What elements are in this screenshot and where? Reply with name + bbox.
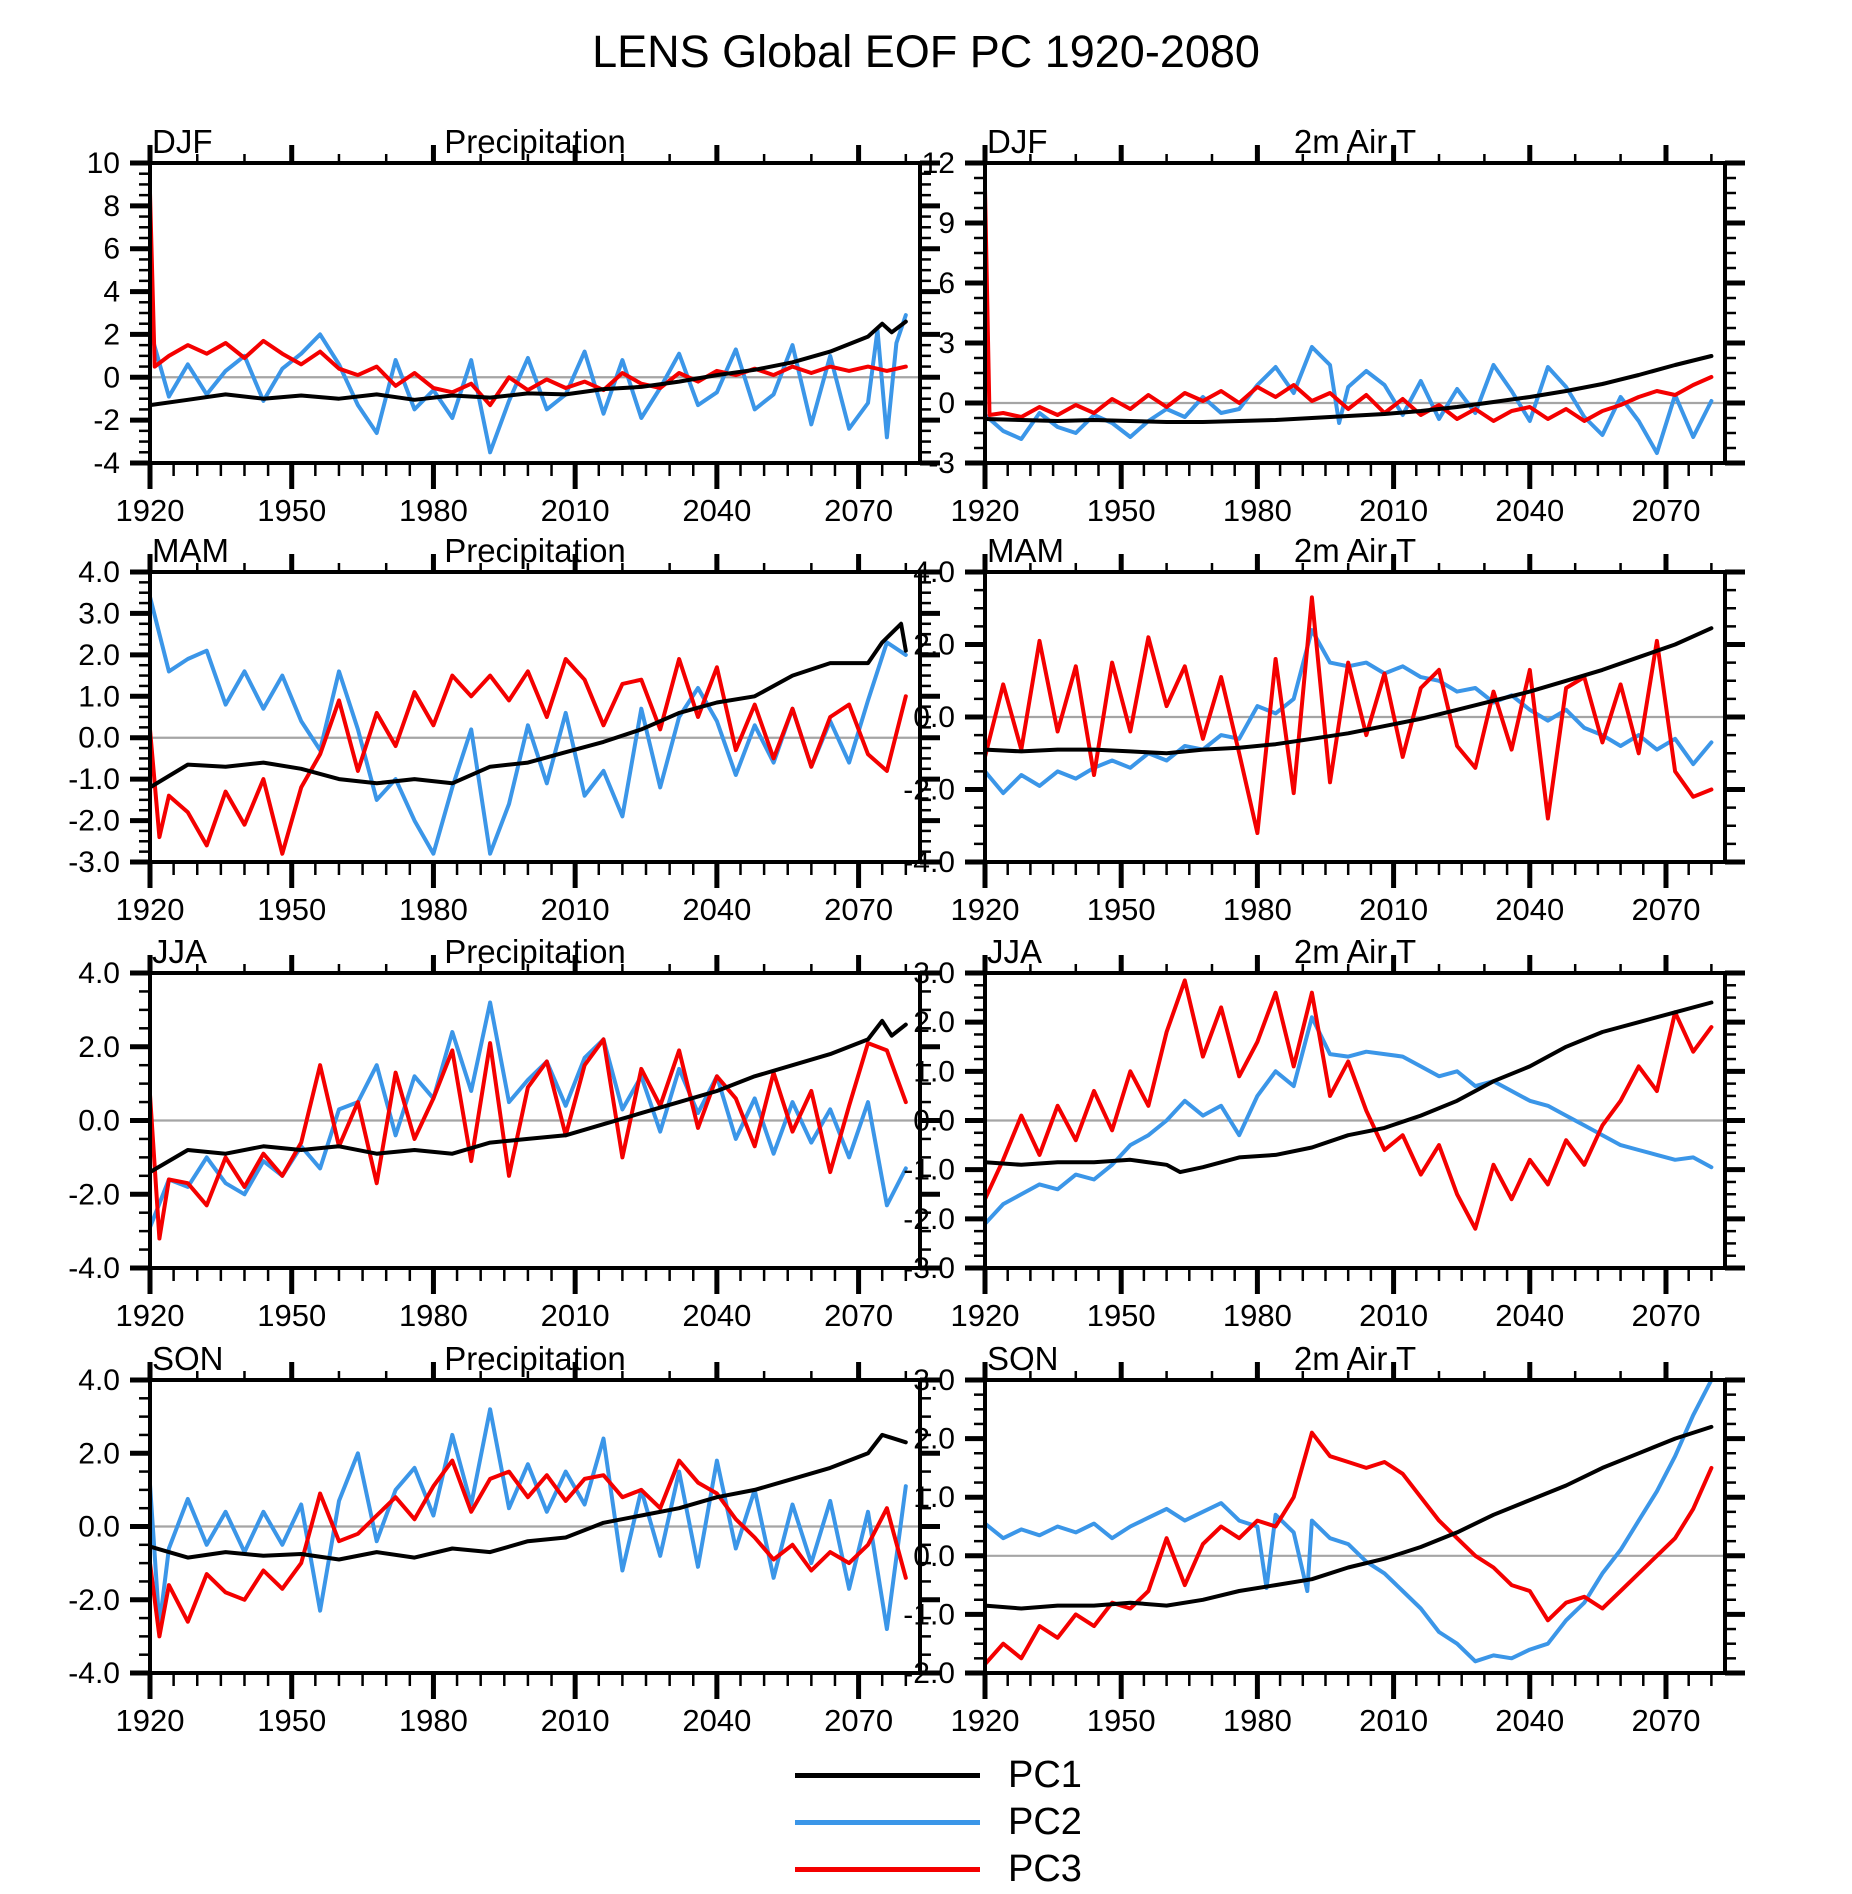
y-tick-label: 0.0 bbox=[913, 1539, 955, 1573]
y-tick-label: 2.0 bbox=[78, 638, 120, 672]
panel-title-djf-precip: Precipitation bbox=[444, 123, 626, 160]
x-tick-label: 2040 bbox=[682, 493, 752, 528]
y-tick-label: -2.0 bbox=[68, 804, 120, 838]
y-tick-label: -2.0 bbox=[68, 1178, 120, 1212]
x-tick-label: 1980 bbox=[1222, 493, 1292, 528]
x-tick-label: 2010 bbox=[540, 493, 610, 528]
y-tick-label: -3 bbox=[928, 447, 955, 480]
y-tick-label: 4.0 bbox=[78, 957, 120, 990]
x-tick-label: 2070 bbox=[1631, 892, 1701, 927]
y-tick-label: 8 bbox=[103, 189, 120, 223]
series-group bbox=[150, 193, 906, 452]
x-tick-label: 2040 bbox=[682, 1703, 752, 1738]
axis-ticks bbox=[965, 554, 1745, 888]
y-tick-label: -2.0 bbox=[903, 773, 955, 807]
panel-mam-air-t bbox=[860, 502, 1790, 932]
y-tick-label: -2.0 bbox=[68, 1583, 120, 1617]
series-group bbox=[150, 597, 906, 854]
x-tick-label: 1980 bbox=[398, 1703, 468, 1738]
series-pc3 bbox=[150, 659, 906, 854]
panel-title-djf-airt: 2m Air T bbox=[1293, 123, 1417, 160]
season-label-jja-precip: JJA bbox=[152, 933, 208, 970]
y-tick-label: 6 bbox=[103, 232, 120, 266]
y-tick-label: -4.0 bbox=[68, 1657, 120, 1690]
y-tick-label: -4.0 bbox=[68, 1252, 120, 1285]
y-tick-label: -1.0 bbox=[903, 1153, 955, 1187]
legend-label-pc2: PC2 bbox=[1008, 1801, 1082, 1843]
y-tick-label: 3.0 bbox=[78, 597, 120, 631]
x-tick-label: 1980 bbox=[398, 1298, 468, 1333]
y-tick-label: -2 bbox=[93, 404, 120, 438]
x-tick-label: 2040 bbox=[682, 892, 752, 927]
x-tick-label: 1950 bbox=[257, 493, 327, 528]
plot-frame bbox=[150, 572, 920, 862]
x-tick-label: 2010 bbox=[1359, 1703, 1429, 1738]
x-tick-label: 2070 bbox=[1631, 493, 1701, 528]
x-tick-label: 2010 bbox=[540, 1298, 610, 1333]
figure-title: LENS Global EOF PC 1920-2080 bbox=[592, 26, 1260, 77]
series-pc2 bbox=[985, 347, 1711, 453]
legend-label-pc1: PC1 bbox=[1008, 1754, 1082, 1796]
x-tick-label: 2040 bbox=[1495, 1703, 1565, 1738]
y-tick-label: 0.0 bbox=[913, 701, 955, 734]
legend-item-pc1 bbox=[795, 1752, 1082, 1799]
axis-ticks bbox=[965, 145, 1745, 489]
season-label-djf-precip: DJF bbox=[152, 123, 213, 160]
y-tick-label: 1.0 bbox=[913, 1481, 955, 1515]
x-tick-label: 1920 bbox=[115, 1298, 185, 1333]
x-tick-label: 2070 bbox=[824, 1703, 894, 1738]
x-tick-label: 2070 bbox=[824, 892, 894, 927]
series-pc2 bbox=[985, 1380, 1711, 1661]
x-tick-label: 1950 bbox=[257, 1703, 327, 1738]
season-label-son-airt: SON bbox=[987, 1340, 1059, 1377]
y-tick-label: 2.0 bbox=[913, 1422, 955, 1456]
season-label-jja-airt: JJA bbox=[987, 933, 1043, 970]
y-tick-label: 0 bbox=[103, 361, 120, 395]
y-tick-label: 4.0 bbox=[913, 556, 955, 589]
panel-title-jja-airt: 2m Air T bbox=[1293, 933, 1417, 970]
x-tick-label: 1950 bbox=[1086, 1298, 1156, 1333]
y-tick-label: -4 bbox=[93, 447, 120, 480]
x-tick-label: 1950 bbox=[257, 892, 327, 927]
y-tick-label: 3.0 bbox=[913, 1364, 955, 1397]
season-label-mam-precip: MAM bbox=[152, 532, 229, 569]
y-tick-label: 9 bbox=[938, 207, 955, 240]
y-tick-label: -1.0 bbox=[903, 1598, 955, 1632]
x-tick-label: 1950 bbox=[1086, 1703, 1156, 1738]
x-tick-label: 1950 bbox=[257, 1298, 327, 1333]
series-pc3 bbox=[985, 597, 1711, 833]
y-tick-label: -3.0 bbox=[68, 846, 120, 879]
y-tick-label: -1.0 bbox=[68, 763, 120, 797]
x-tick-label: 1920 bbox=[115, 892, 185, 927]
x-tick-label: 2010 bbox=[1359, 892, 1429, 927]
legend-label-pc3: PC3 bbox=[1008, 1848, 1082, 1890]
y-tick-label: 0.0 bbox=[78, 721, 120, 755]
x-tick-label: 1950 bbox=[1086, 493, 1156, 528]
y-tick-label: 3.0 bbox=[913, 957, 955, 990]
series-group bbox=[985, 980, 1711, 1228]
series-group bbox=[150, 1409, 906, 1636]
panel-title-son-precip: Precipitation bbox=[444, 1340, 626, 1377]
y-tick-label: -3.0 bbox=[903, 1252, 955, 1285]
y-tick-label: 2.0 bbox=[913, 1006, 955, 1040]
x-tick-label: 2070 bbox=[1631, 1703, 1701, 1738]
y-tick-label: 2.0 bbox=[78, 1437, 120, 1471]
panel-jja-air-t bbox=[860, 903, 1790, 1333]
x-tick-label: 1980 bbox=[1222, 892, 1292, 927]
season-label-mam-airt: MAM bbox=[987, 532, 1064, 569]
panel-son-precipitation bbox=[20, 1310, 950, 1740]
season-label-son-precip: SON bbox=[152, 1340, 224, 1377]
x-tick-label: 1980 bbox=[1222, 1703, 1292, 1738]
y-tick-label: 4.0 bbox=[78, 1364, 120, 1397]
x-tick-label: 2070 bbox=[824, 1298, 894, 1333]
x-tick-label: 2070 bbox=[824, 493, 894, 528]
series-pc2 bbox=[150, 1003, 906, 1228]
x-tick-label: 1920 bbox=[115, 1703, 185, 1738]
panel-title-mam-precip: Precipitation bbox=[444, 532, 626, 569]
x-tick-label: 2070 bbox=[1631, 1298, 1701, 1333]
y-tick-label: -2.0 bbox=[903, 1657, 955, 1690]
panel-son-air-t bbox=[860, 1310, 1790, 1740]
y-tick-label: 2.0 bbox=[78, 1030, 120, 1064]
x-tick-label: 1920 bbox=[950, 892, 1020, 927]
x-tick-label: 1920 bbox=[950, 493, 1020, 528]
x-tick-label: 2040 bbox=[1495, 892, 1565, 927]
y-tick-label: 1.0 bbox=[913, 1055, 955, 1089]
series-pc2 bbox=[150, 597, 906, 854]
panel-jja-precipitation bbox=[20, 903, 950, 1333]
legend bbox=[795, 1752, 1082, 1893]
y-tick-label: 2 bbox=[103, 318, 120, 352]
y-tick-label: 6 bbox=[938, 267, 955, 300]
y-tick-label: 0.0 bbox=[78, 1510, 120, 1544]
series-pc1 bbox=[985, 1003, 1711, 1173]
x-tick-label: 2040 bbox=[682, 1298, 752, 1333]
x-tick-label: 2010 bbox=[540, 1703, 610, 1738]
x-tick-label: 1920 bbox=[950, 1703, 1020, 1738]
pc1-line-swatch bbox=[795, 1773, 980, 1778]
y-tick-label: 10 bbox=[86, 147, 120, 180]
y-tick-label: 0.0 bbox=[913, 1104, 955, 1138]
x-tick-label: 2010 bbox=[1359, 1298, 1429, 1333]
axis-ticks bbox=[130, 145, 940, 489]
series-pc3 bbox=[150, 193, 906, 405]
y-tick-label: 0.0 bbox=[78, 1104, 120, 1138]
x-tick-label: 1920 bbox=[115, 493, 185, 528]
panel-title-son-airt: 2m Air T bbox=[1293, 1340, 1417, 1377]
x-tick-label: 1980 bbox=[1222, 1298, 1292, 1333]
y-tick-label: 3 bbox=[938, 327, 955, 360]
y-tick-label: 2.0 bbox=[913, 628, 955, 662]
y-tick-label: 4 bbox=[103, 275, 120, 309]
panel-djf-air-t bbox=[860, 93, 1790, 528]
series-group bbox=[985, 597, 1711, 833]
x-tick-label: 2010 bbox=[1359, 493, 1429, 528]
season-label-djf-airt: DJF bbox=[987, 123, 1048, 160]
y-tick-label: 4.0 bbox=[78, 556, 120, 589]
y-tick-label: 1.0 bbox=[78, 680, 120, 714]
legend-item-pc3 bbox=[795, 1846, 1082, 1893]
pc2-line-swatch bbox=[795, 1820, 980, 1825]
x-tick-label: 2040 bbox=[1495, 493, 1565, 528]
panel-title-mam-airt: 2m Air T bbox=[1293, 532, 1417, 569]
x-tick-label: 2040 bbox=[1495, 1298, 1565, 1333]
x-tick-label: 1950 bbox=[1086, 892, 1156, 927]
x-tick-label: 1980 bbox=[398, 892, 468, 927]
y-tick-label: -2.0 bbox=[903, 1202, 955, 1236]
axis-ticks bbox=[130, 1362, 940, 1699]
pc3-line-swatch bbox=[795, 1867, 980, 1872]
series-group bbox=[985, 1380, 1711, 1664]
panel-mam-precipitation bbox=[20, 502, 950, 932]
y-tick-label: 0 bbox=[938, 387, 955, 420]
series-pc3 bbox=[150, 1461, 906, 1637]
x-tick-label: 2010 bbox=[540, 892, 610, 927]
axis-ticks bbox=[130, 554, 940, 888]
x-tick-label: 1920 bbox=[950, 1298, 1020, 1333]
legend-item-pc2 bbox=[795, 1799, 1082, 1846]
series-group bbox=[985, 189, 1711, 453]
series-pc2 bbox=[150, 1409, 906, 1629]
series-pc2 bbox=[150, 315, 906, 452]
series-pc1 bbox=[985, 1427, 1711, 1609]
y-tick-label: 12 bbox=[921, 147, 955, 180]
panel-title-jja-precip: Precipitation bbox=[444, 933, 626, 970]
series-pc3 bbox=[985, 980, 1711, 1228]
panel-djf-precipitation bbox=[20, 93, 950, 528]
x-tick-label: 1980 bbox=[398, 493, 468, 528]
plot-frame bbox=[150, 163, 920, 463]
y-tick-label: -4.0 bbox=[903, 846, 955, 879]
